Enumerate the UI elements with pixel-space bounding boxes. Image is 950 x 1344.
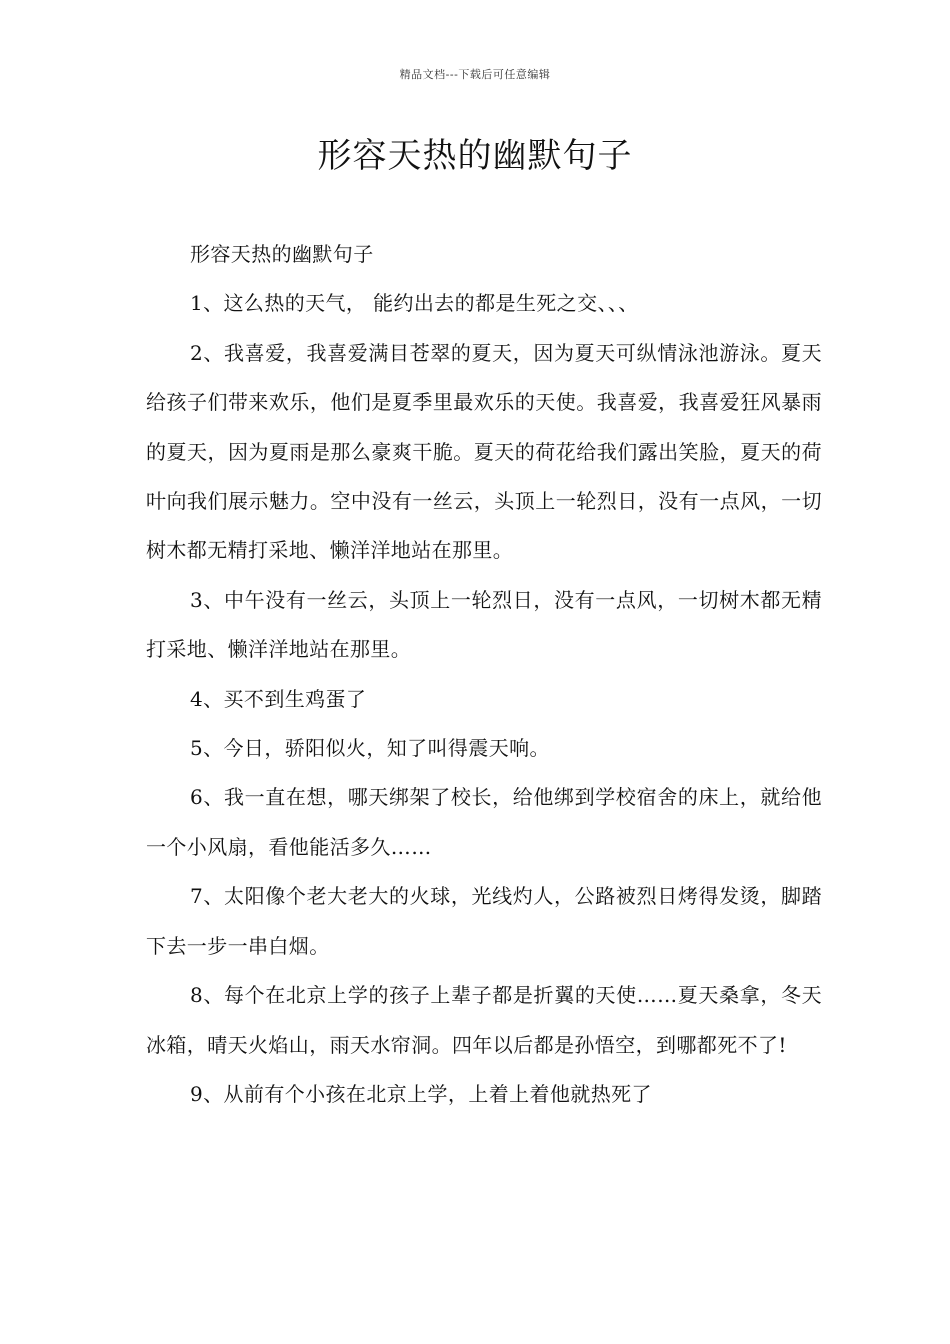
paragraph-5: 5、今日，骄阳似火，知了叫得震天响。 [190, 736, 550, 761]
paragraph-2: 2、我喜爱，我喜爱满目苍翠的夏天，因为夏天可纵情泳池游泳。夏天给孩子们带来欢乐，他们是夏季里最欢乐的天使。我喜爱，我喜爱狂风暴雨的夏天，因为夏雨是那么豪爽干脆。夏天的荷花给我们露出笑脸，夏天的荷叶向我们展示魅力。空中没有一丝云，头顶上一轮烈日，没有一点风，一切树木都无精打采地、懒洋洋地站在那里。 [146, 340, 822, 563]
page-header-note: 精品文档---下载后可任意编辑 [399, 68, 551, 81]
paragraph-3: 3、中午没有一丝云，头顶上一轮烈日，没有一点风，一切树木都无精打采地、懒洋洋地站在那里。 [146, 587, 822, 662]
paragraph-8: 8、每个在北京上学的孩子上辈子都是折翼的天使……夏天桑拿，冬天冰箱，晴天火焰山，雨天水帘洞。四年以后都是孙悟空，到哪都死不了! [146, 983, 822, 1057]
paragraph-7: 7、太阳像个老大老大的火球，光线灼人，公路被烈日烤得发烫，脚踏下去一步一串白烟。 [146, 884, 822, 958]
document-body [146, 230, 822, 1119]
paragraph-4: 4、买不到生鸡蛋了 [190, 686, 367, 711]
paragraph-9: 9、从前有个小孩在北京上学，上着上着他就热死了 [190, 1081, 652, 1106]
document-title: 形容天热的幽默句子 [317, 136, 633, 176]
paragraph-6: 6、我一直在想，哪天绑架了校长，给他绑到学校宿舍的床上，就给他一个小风扇，看他能活多久…… [146, 785, 822, 859]
paragraph-1: 1、这么热的天气， 能约出去的都是生死之交、、、 [190, 291, 639, 316]
paragraph-subtitle: 形容天热的幽默句子 [190, 242, 374, 266]
